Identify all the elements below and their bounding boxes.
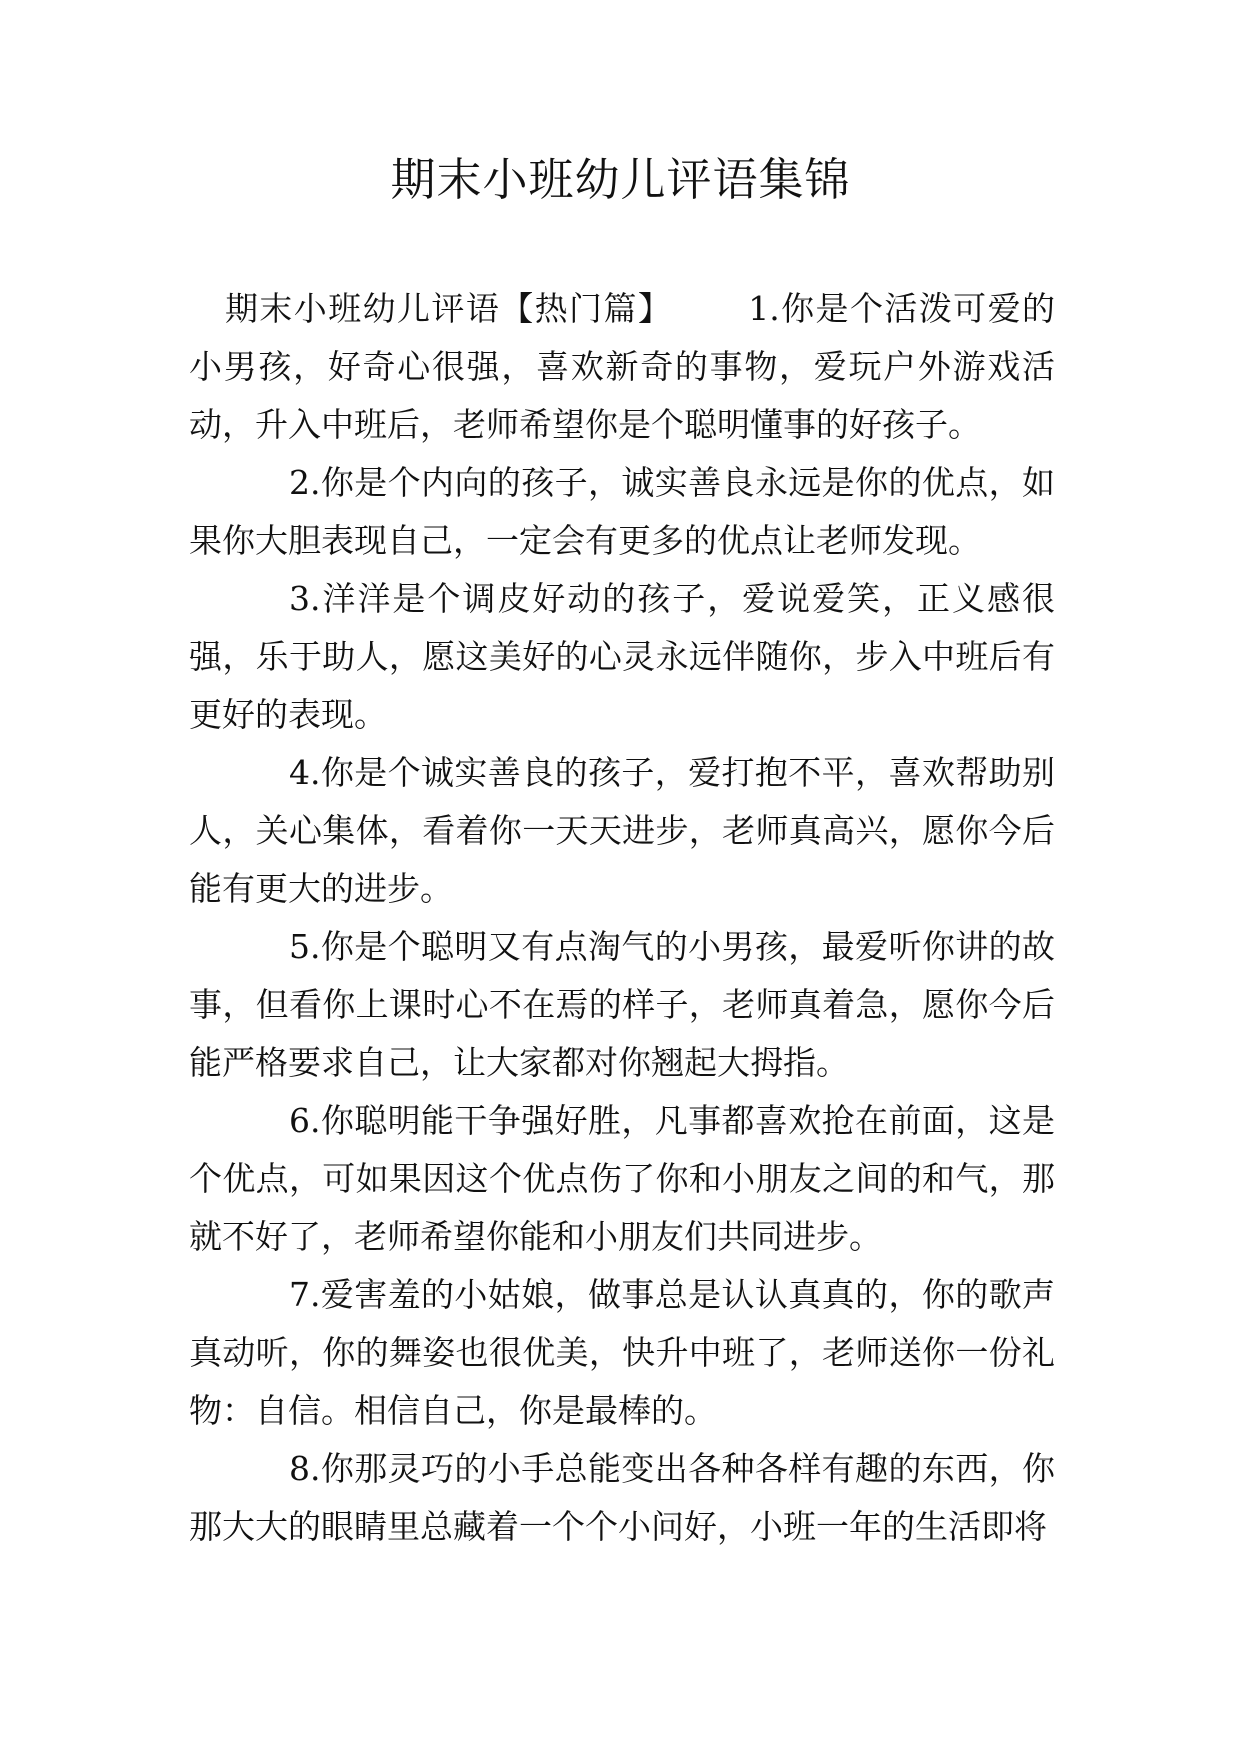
comment-3: 3.洋洋是个调皮好动的孩子，爱说爱笑，正义感很强，乐于助人，愿这美好的心灵永远伴随你，步入中班后有更好的表现。 — [189, 579, 1055, 734]
comment-2: 2.你是个内向的孩子，诚实善良永远是你的优点，如果你大胆表现自己，一定会有更多的优点让老师发现。 — [189, 463, 1055, 560]
document-title: 期末小班幼儿评语集锦 — [390, 153, 851, 206]
comment-6: 6.你聪明能干争强好胜，凡事都喜欢抢在前面，这是个优点，可如果因这个优点伤了你和小朋友之间的和气，那就不好了，老师希望你能和小朋友们共同进步。 — [189, 1101, 1055, 1256]
document-body — [189, 280, 1055, 1556]
comment-1: 1.你是个活泼可爱的小男孩，好奇心很强，喜欢新奇的事物，爱玩户外游戏活动，升入中班后，老师希望你是个聪明懂事的好孩子。 — [189, 289, 1055, 444]
comment-8: 8.你那灵巧的小手总能变出各种各样有趣的东西，你那大大的眼睛里总藏着一个个小问好，小班一年的生活即将 — [189, 1449, 1055, 1546]
comment-7: 7.爱害羞的小姑娘，做事总是认认真真的，你的歌声真动听，你的舞姿也很优美，快升中班了，老师送你一份礼物：自信。相信自己，你是最棒的。 — [189, 1275, 1055, 1430]
intro-heading: 期末小班幼儿评语【热门篇】 — [225, 289, 673, 328]
comment-5: 5.你是个聪明又有点淘气的小男孩，最爱听你讲的故事，但看你上课时心不在焉的样子，老师真着急，愿你今后能严格要求自己，让大家都对你翘起大拇指。 — [189, 927, 1055, 1082]
paragraph-intro — [189, 280, 1055, 454]
comment-4: 4.你是个诚实善良的孩子，爱打抱不平，喜欢帮助别人，关心集体，看着你一天天进步，老师真高兴，愿你今后能有更大的进步。 — [189, 753, 1055, 908]
